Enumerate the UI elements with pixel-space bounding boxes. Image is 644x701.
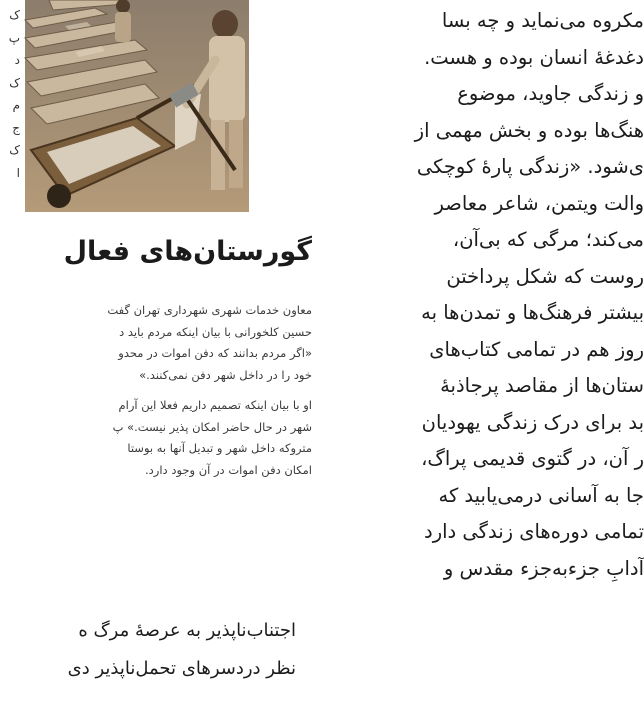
sliver-line: ک	[9, 75, 20, 90]
body-line: ی‌شود. «زندگی پارهٔ کوچکی	[416, 155, 644, 178]
blurb-line: «اگر مردم بدانند که دفن اموات در محدو	[118, 346, 312, 360]
sliver-line: د	[14, 53, 20, 67]
sliver-line: پ	[8, 30, 20, 45]
sliver-line: ج	[12, 120, 20, 135]
body-line: جا به آسانی درمی‌یابید که	[438, 483, 644, 507]
sliver-line: ک	[9, 8, 20, 22]
sliver-line: ا	[16, 165, 20, 180]
blurb-line: شهر در حال حاضر امکان پذیر نیست.» پ	[112, 419, 312, 434]
body-line: بیشتر فرهنگ‌ها و تمدن‌ها به	[421, 301, 644, 324]
article-body-right-column	[314, 0, 644, 587]
paragraph-gap	[0, 386, 312, 395]
blurb-line: خود را در داخل شهر دفن نمی‌کنند.»	[139, 367, 312, 382]
news-blurb	[0, 300, 312, 481]
body-line: آدابِ جزءبه‌جزء مقدس و	[443, 556, 644, 580]
body-line: تمامی دوره‌های زندگی دارد	[424, 520, 644, 543]
blurb-line: معاون خدمات شهری شهرداری تهران گفت	[107, 303, 312, 317]
sliver-line: م	[12, 98, 20, 112]
body-line: روست که شکل پرداختن	[446, 264, 644, 288]
blurb-line: متروکه داخل شهر و تبدیل آنها به بوستا	[127, 441, 312, 455]
body-line: نظر دردسرهای تحمل‌ناپذیر دی	[67, 658, 296, 679]
body-line: دغدغهٔ انسان بوده و هست.	[424, 45, 644, 69]
cropped-adjacent-column	[0, 0, 20, 184]
body-line: والت ویتمن، شاعر معاصر	[434, 191, 644, 215]
body-line: می‌کند؛ مرگی که بی‌آن،	[452, 228, 644, 251]
body-line: هنگ‌ها بوده و بخش مهمی از	[414, 118, 644, 142]
body-line: ستان‌ها از مقاصد پرجاذبهٔ	[440, 374, 644, 397]
body-line: مکروه می‌نماید و چه بسا	[441, 9, 644, 32]
blurb-line: امکان دفن اموات در آن وجود دارد.	[145, 462, 312, 477]
blurb-line: حسین کلخورانی با بیان اینکه مردم باید د	[119, 324, 312, 339]
headline: گورستان‌های فعال	[63, 236, 312, 267]
article-body-left-column	[0, 612, 296, 688]
body-line: بد برای درک زندگی یهودیان	[421, 410, 644, 434]
body-line: اجتناب‌ناپذیر به عرصهٔ مرگ ه	[78, 620, 296, 641]
body-line: و زندگی جاوید، موضوع	[457, 82, 644, 105]
blurb-line: او با بیان اینکه تصمیم داریم فعلا این آرام	[118, 398, 312, 412]
body-line: ر آن، در گتوی قدیمی پراگ،	[421, 447, 644, 470]
sliver-line: ک	[9, 143, 20, 157]
cemetery-workers-photo	[25, 0, 249, 212]
body-line: روز هم در تمامی کتاب‌های	[429, 337, 644, 361]
